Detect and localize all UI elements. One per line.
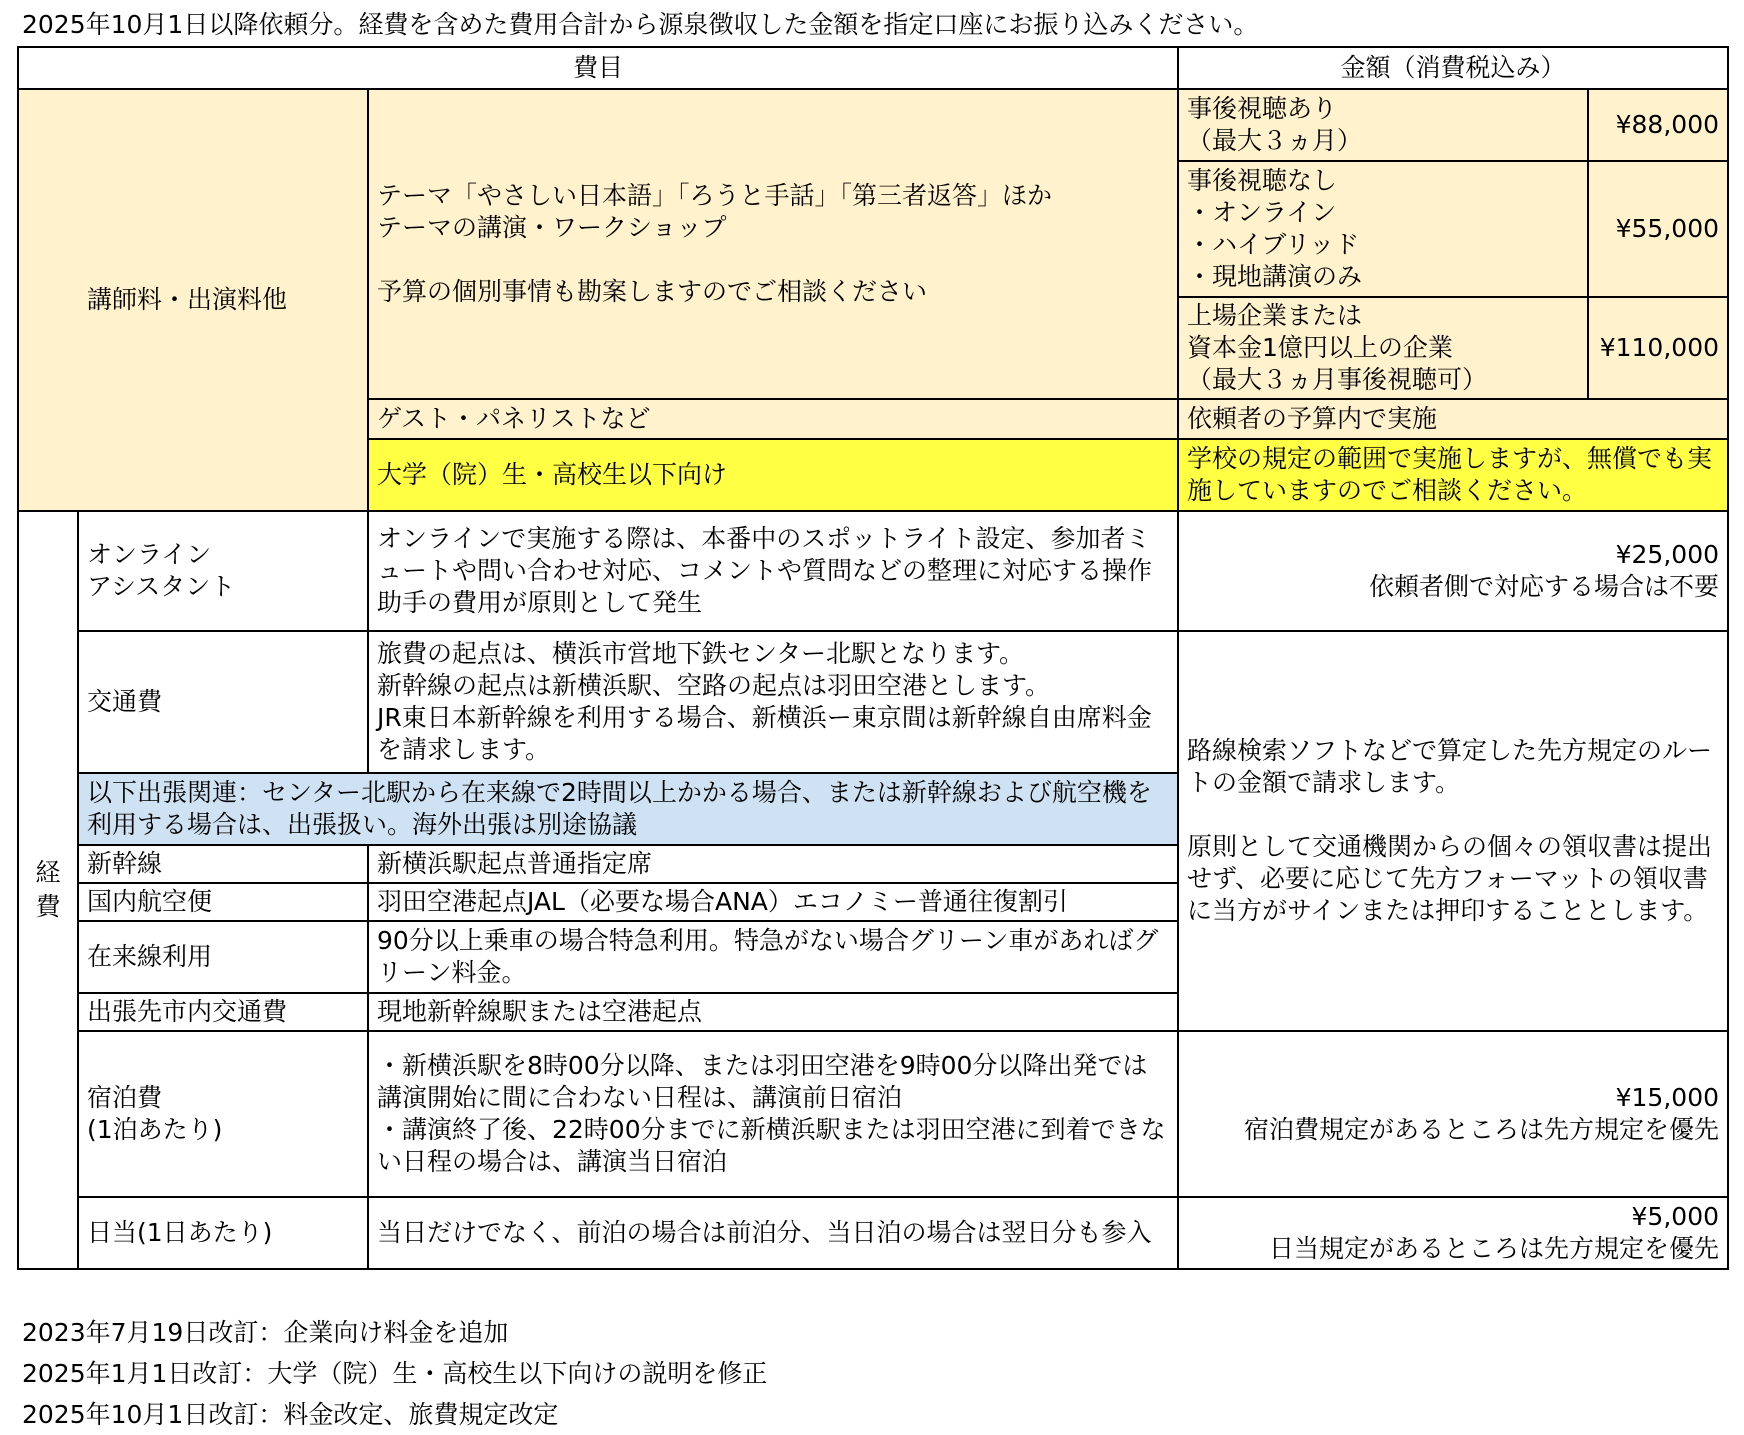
lodging-description: ・新横浜駅を8時00分以降、または羽田空港を9時00分以降出発では講演開始に間に合わない日程は、講演前日宿泊 ・講演終了後、22時00分までに新横浜駅または羽田空港に到着できない日程の場合は、講演当日宿泊 — [368, 1031, 1178, 1197]
guest-amount: 依頼者の予算内で実施 — [1178, 399, 1728, 439]
domestic-air-description: 羽田空港起点JAL（必要な場合ANA）エコノミー普通往復割引 — [368, 883, 1178, 921]
header-amount: 金額（消費税込み） — [1178, 47, 1728, 89]
table-header-row — [18, 47, 1728, 89]
trip-note: 以下出張関連：センター北駅から在来線で2時間以上かかる場合、または新幹線および航空機を利用する場合は、出張扱い。海外出張は別途協議 — [78, 773, 1178, 845]
daily-row — [18, 1197, 1728, 1269]
transport-row — [18, 631, 1728, 773]
student-amount: 学校の規定の範囲で実施しますが、無償でも実施していますのでご相談ください。 — [1178, 439, 1728, 511]
domestic-air-label: 国内航空便 — [78, 883, 368, 921]
shinkansen-label: 新幹線 — [78, 845, 368, 883]
option-price-3: ¥110,000 — [1588, 297, 1728, 399]
assistant-price: ¥25,000 — [1615, 540, 1720, 569]
local-description: 現地新幹線駅または空港起点 — [368, 993, 1178, 1031]
option-label-2: 事後視聴なし ・オンライン ・ハイブリッド ・現地講演のみ — [1178, 161, 1588, 297]
lecture-row-1 — [18, 89, 1728, 161]
conventional-description: 90分以上乗車の場合特急利用。特急がない場合グリーン車があればグリーン料金。 — [368, 921, 1178, 993]
transport-amount: 路線検索ソフトなどで算定した先方規定のルートの金額で請求します。 原則として交通機関からの個々の領収書は提出せず、必要に応じて先方フォーマットの領収書に当方がサインまたは押印することとします。 — [1178, 631, 1728, 1031]
header-item: 費目 — [18, 47, 1178, 89]
revision-note: 2025年10月1日改訂：料金改定、旅費規定改定 — [22, 1400, 559, 1429]
revision-notes — [22, 1312, 767, 1435]
daily-amount — [1178, 1197, 1728, 1269]
lodging-label: 宿泊費 (1泊あたり) — [78, 1031, 368, 1197]
option-price-2: ¥55,000 — [1588, 161, 1728, 297]
daily-label: 日当(1日あたり) — [78, 1197, 368, 1269]
conventional-label: 在来線利用 — [78, 921, 368, 993]
guest-label: ゲスト・パネリストなど — [368, 399, 1178, 439]
lodging-price: ¥15,000 — [1615, 1083, 1720, 1112]
assistant-row — [18, 511, 1728, 631]
option-label-3: 上場企業または 資本金1億円以上の企業 （最大３ヵ月事後視聴可） — [1178, 297, 1588, 399]
lodging-amount — [1178, 1031, 1728, 1197]
transport-label: 交通費 — [78, 631, 368, 773]
daily-description: 当日だけでなく、前泊の場合は前泊分、当日泊の場合は翌日分も参入 — [368, 1197, 1178, 1269]
assistant-note: 依頼者側で対応する場合は不要 — [1369, 572, 1720, 601]
local-label: 出張先市内交通費 — [78, 993, 368, 1031]
lecture-description: テーマ「やさしい日本語」「ろうと手話」「第三者返答」ほか テーマの講演・ワークショップ 予算の個別事情も勘案しますのでご相談ください — [368, 89, 1178, 399]
daily-price: ¥5,000 — [1631, 1202, 1720, 1231]
expenses-category: 経 費 — [18, 511, 78, 1269]
intro-text: 2025年10月1日以降依頼分。経費を含めた費用合計から源泉徴収した金額を指定口座にお振り込みください。 — [22, 10, 1259, 39]
revision-note: 2025年1月1日改訂：大学（院）生・高校生以下向けの説明を修正 — [22, 1359, 768, 1388]
daily-note: 日当規定があるところは先方規定を優先 — [1269, 1234, 1720, 1263]
shinkansen-description: 新横浜駅起点普通指定席 — [368, 845, 1178, 883]
lecture-category: 講師料・出演料他 — [18, 89, 368, 511]
option-label-1: 事後視聴あり （最大３ヵ月） — [1178, 89, 1588, 161]
fee-table — [17, 46, 1729, 1270]
assistant-amount — [1178, 511, 1728, 631]
assistant-label: オンライン アシスタント — [78, 511, 368, 631]
transport-description: 旅費の起点は、横浜市営地下鉄センター北駅となります。 新幹線の起点は新横浜駅、空路の起点は羽田空港とします。 JR東日本新幹線を利用する場合、新横浜ー東京間は新幹線自由席料金を請求します。 — [368, 631, 1178, 773]
assistant-description: オンラインで実施する際は、本番中のスポットライト設定、参加者ミュートや問い合わせ対応、コメントや質問などの整理に対応する操作助手の費用が原則として発生 — [368, 511, 1178, 631]
option-price-1: ¥88,000 — [1588, 89, 1728, 161]
revision-note: 2023年7月19日改訂：企業向け料金を追加 — [22, 1318, 509, 1347]
student-label: 大学（院）生・高校生以下向け — [368, 439, 1178, 511]
lodging-note: 宿泊費規定があるところは先方規定を優先 — [1244, 1115, 1720, 1144]
lodging-row — [18, 1031, 1728, 1197]
